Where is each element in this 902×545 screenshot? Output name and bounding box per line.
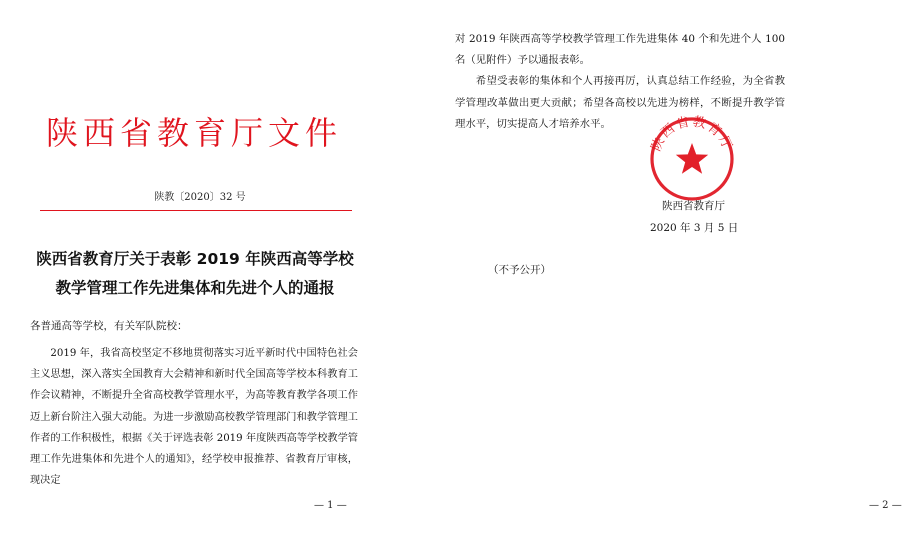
seal-star-icon xyxy=(676,143,708,174)
signature-organization: 陕西省教育厅 xyxy=(662,200,725,212)
red-divider-line xyxy=(40,210,352,211)
notice-title-line-2: 教学管理工作先进集体和先进个人的通报 xyxy=(55,279,335,297)
hope-paragraph: 希望受表彰的集体和个人再接再厉，认真总结工作经验，为全省教学管理改革做出更大贡献；希望各高校以先进为榜样，不断提升教学管理水平，切实提高人才培养水平。 xyxy=(455,75,785,130)
body-paragraph: 2019 年，我省高校坚定不移地贯彻落实习近平新时代中国特色社会主义思想，深入落实全国教育大会精神和新时代全国高等学校本科教育工作会议精神，不断提升全省高校教学管理水平，为高等教育教学各项工作迈上新台阶注入强大动能。为进一步激励高校教学管理部门和教学管理工作者的工作积极性，根据《关于评选表彰 2019 年度陕西高等学校教学管理工作先进集体和先进个人的通知》，经学校申报推荐、省教育厅审核，现决定 xyxy=(30,348,358,487)
commendation-paragraph: 对 2019 年陕西高等学校教学管理工作先进集体 40 个和先进个人 100 名（见附件）予以通报表彰。 xyxy=(455,33,785,67)
page-number-1: — 1 — xyxy=(314,500,347,511)
document-number: 陕教〔2020〕32 号 xyxy=(154,192,246,203)
official-seal-icon xyxy=(648,115,736,203)
not-public-note: （不予公开） xyxy=(488,264,551,276)
document-header-title: 陕西省教育厅文件 xyxy=(46,114,343,152)
document-page-1 xyxy=(0,0,405,545)
page-number-2: — 2 — xyxy=(869,500,902,511)
signature-date: 2020 年 3 月 5 日 xyxy=(650,222,739,234)
notice-title xyxy=(30,245,360,303)
body-text-page-1 xyxy=(30,343,358,491)
notice-title-line-1: 陕西省教育厅关于表彰 2019 年陕西高等学校 xyxy=(36,250,354,268)
seal-text: 陕西省教育厅 xyxy=(648,115,736,154)
salutation: 各普通高等学校，有关军队院校： xyxy=(30,320,188,332)
